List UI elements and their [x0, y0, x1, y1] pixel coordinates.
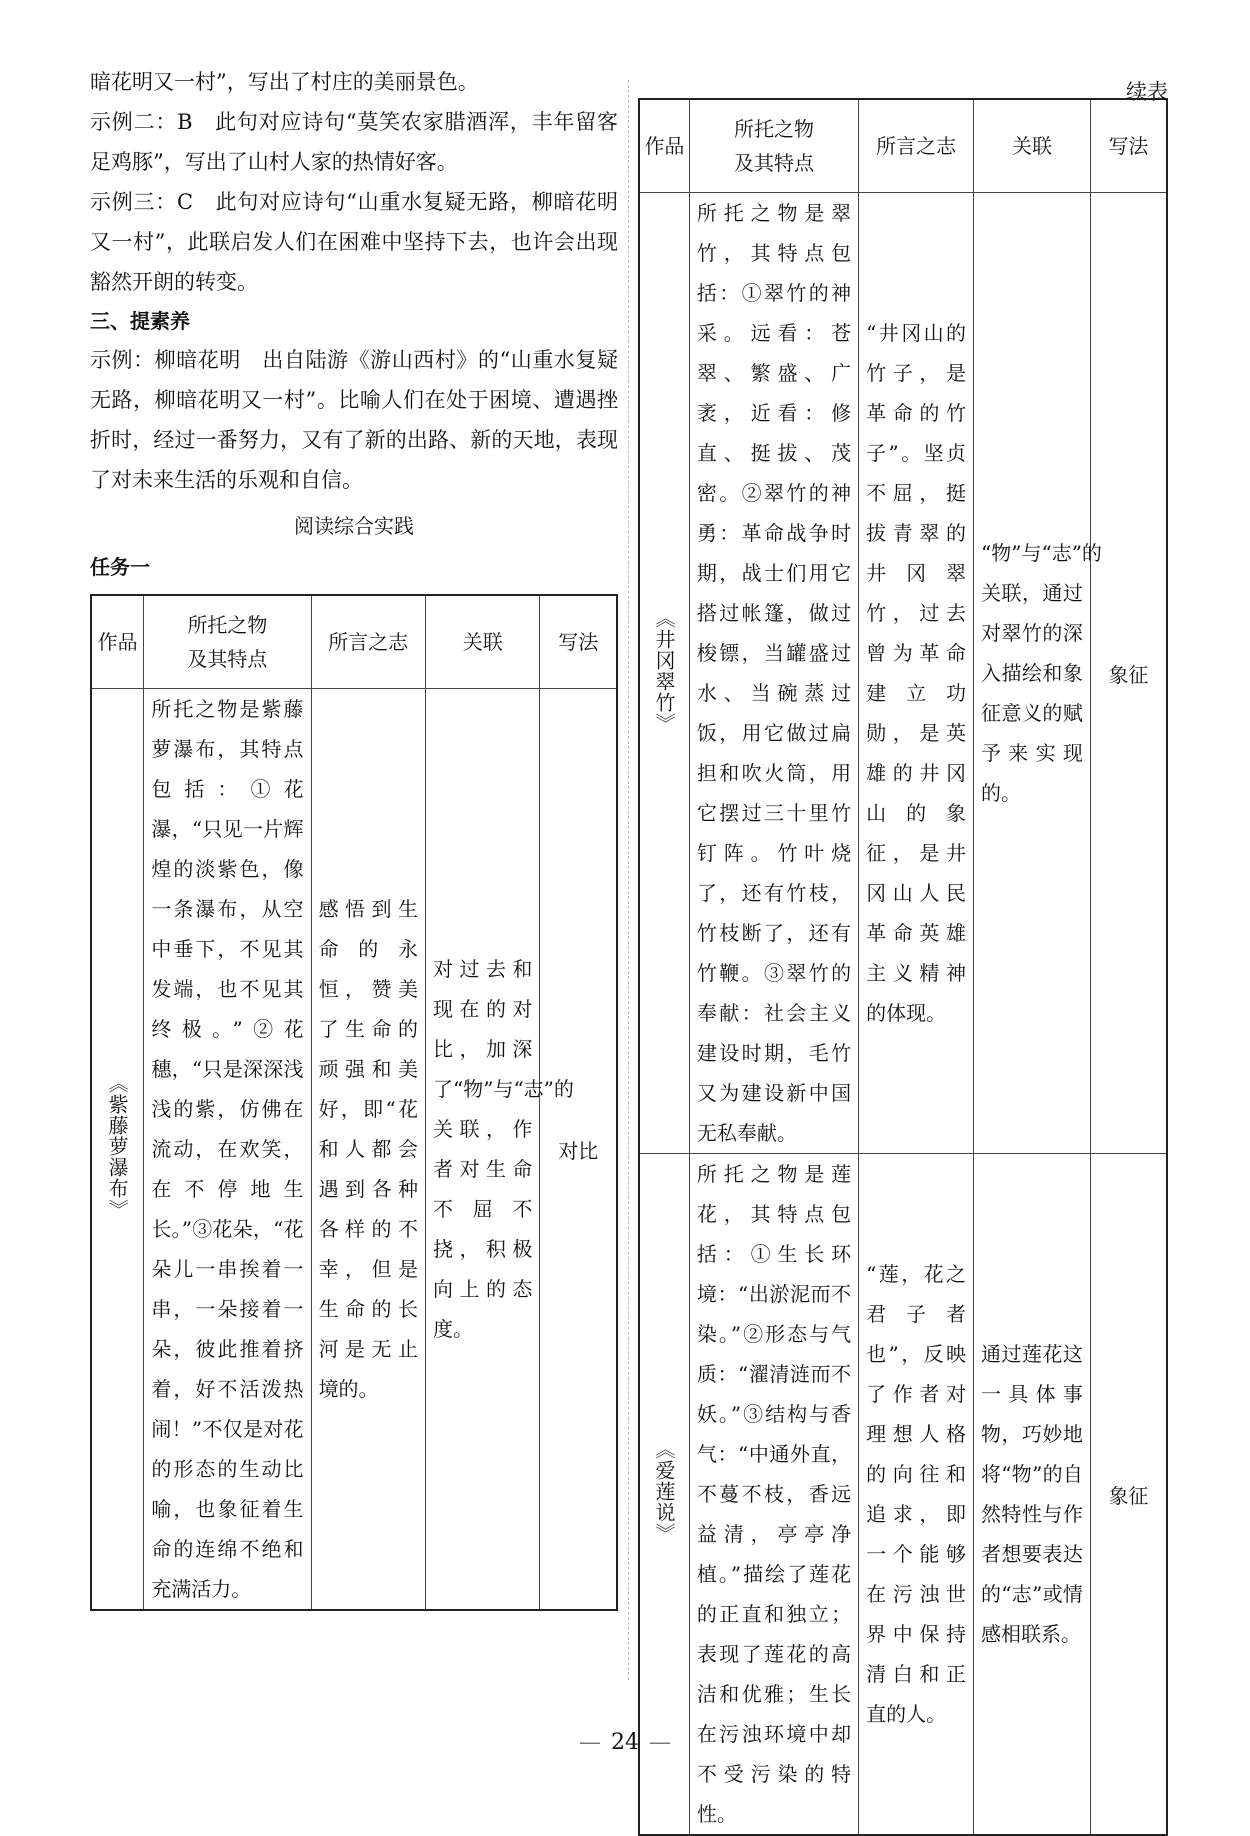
header-work: 作品: [639, 99, 689, 193]
aspiration-cell: 感悟到生命的永恒，赞美了生命的顽强和美好，即“花和人都会遇到各种各样的不幸，但是生命的长河是无止境的。: [311, 689, 425, 1611]
paragraph-example-two: 示例二：B 此句对应诗句“莫笑农家腊酒浑，丰年留客足鸡豚”，写出了山村人家的热情好客。: [90, 110, 618, 174]
page-number: 24: [611, 1730, 639, 1755]
page-footer: [0, 1730, 1250, 1755]
work-title: 《井冈翠竹》: [651, 607, 676, 734]
task-table-left: [90, 594, 618, 1611]
header-object: 所托之物 及其特点: [689, 99, 858, 193]
link-cell: 对过去和现在的对比，加深了“物”与“志”的关联，作者对生命不屈不挠，积极向上的态度。: [426, 689, 540, 1611]
table-header-row: [91, 595, 617, 689]
method-cell: 象征: [1090, 1154, 1167, 1836]
right-column: [638, 0, 1168, 1836]
header-work: 作品: [91, 595, 144, 689]
section-heading: 三、提素养: [90, 309, 190, 333]
header-method: 写法: [540, 595, 617, 689]
work-cell: [91, 689, 144, 1611]
link-cell: “物”与“志”的关联，通过对翠竹的深入描绘和象征意义的赋予来实现的。: [974, 193, 1091, 1154]
header-aspiration: 所言之志: [311, 595, 425, 689]
header-aspiration: 所言之志: [859, 99, 974, 193]
work-cell: [639, 193, 689, 1154]
work-title: 《紫藤萝瀑布》: [105, 1073, 130, 1220]
paragraph-example-three: 示例三：C 此句对应诗句“山重水复疑无路，柳暗花明又一村”，此联启发人们在困难中坚持下去，也许会出现豁然开朗的转变。: [90, 190, 618, 294]
table-row: [91, 689, 617, 1611]
table-header-row: [639, 99, 1167, 193]
task-table-right: [638, 98, 1168, 1836]
method-cell: 象征: [1090, 193, 1167, 1154]
link-cell: 通过莲花这一具体事物，巧妙地将“物”的自然特性与作者想要表达的“志”或情感相联系。: [974, 1154, 1091, 1836]
column-divider: [628, 80, 629, 1680]
table-row: [639, 193, 1167, 1154]
paragraph-ending: 暗花明又一村”，写出了村庄的美丽景色。: [90, 70, 479, 94]
continued-label: 续表: [1126, 80, 1168, 104]
header-link: 关联: [974, 99, 1091, 193]
practice-title: 阅读综合实践: [294, 514, 414, 538]
method-cell: 对比: [540, 689, 617, 1611]
aspiration-cell: “莲，花之君子者也”，反映了作者对理想人格的向往和追求，即一个能够在污浊世界中保持清白和正直的人。: [859, 1154, 974, 1836]
example-paragraph: 示例：柳暗花明 出自陆游《游山西村》的“山重水复疑无路，柳暗花明又一村”。比喻人们在处于困境、遭遇挫折时，经过一番努力，又有了新的出路、新的天地，表现了对未来生活的乐观和自信。: [90, 348, 618, 492]
object-cell: 所托之物是翠竹，其特点包括：①翠竹的神采。远看：苍翠、繁盛、广袤，近看：修直、挺拔、茂密。②翠竹的神勇：革命战争时期，战士们用它搭过帐篷，做过梭镖，当罐盛过水、当碗蒸过饭，用它做过扁担和吹火筒，用它摆过三十里竹钉阵。竹叶烧了，还有竹枝，竹枝断了，还有竹鞭。③翠竹的奉献：社会主义建设时期，毛竹又为建设新中国无私奉献。: [689, 193, 858, 1154]
work-title: 《爱莲说》: [651, 1439, 676, 1544]
footer-dash-left: —: [579, 1730, 601, 1755]
left-column: [90, 0, 618, 1611]
object-cell: 所托之物是紫藤萝瀑布，其特点包括：①花瀑，“只见一片辉煌的淡紫色，像一条瀑布，从空中垂下，不见其发端，也不见其终极。”②花穗，“只是深深浅浅的紫，仿佛在流动，在欢笑，在不停地生长。”③花朵，“花朵儿一串挨着一串，一朵接着一朵，彼此推着挤着，好不活泼热闹！”不仅是对花的形态的生动比喻，也象征着生命的连绵不绝和充满活力。: [144, 689, 311, 1611]
task-heading: 任务一: [90, 555, 150, 579]
footer-dash-right: —: [649, 1730, 671, 1755]
aspiration-cell: “井冈山的竹子，是革命的竹子”。坚贞不屈，挺拔青翠的井冈翠竹，过去曾为革命建立功勋，是英雄的井冈山的象征，是井冈山人民革命英雄主义精神的体现。: [859, 193, 974, 1154]
header-method: 写法: [1090, 99, 1167, 193]
header-link: 关联: [426, 595, 540, 689]
object-cell: 所托之物是莲花，其特点包括：①生长环境：“出淤泥而不染。”②形态与气质：“濯清涟而不妖。”③结构与香气：“中通外直，不蔓不枝，香远益清，亭亭净植。”描绘了莲花的正直和独立；表现了莲花的高洁和优雅；生长在污浊环境中却不受污染的特性。: [689, 1154, 858, 1836]
header-object: 所托之物 及其特点: [144, 595, 311, 689]
